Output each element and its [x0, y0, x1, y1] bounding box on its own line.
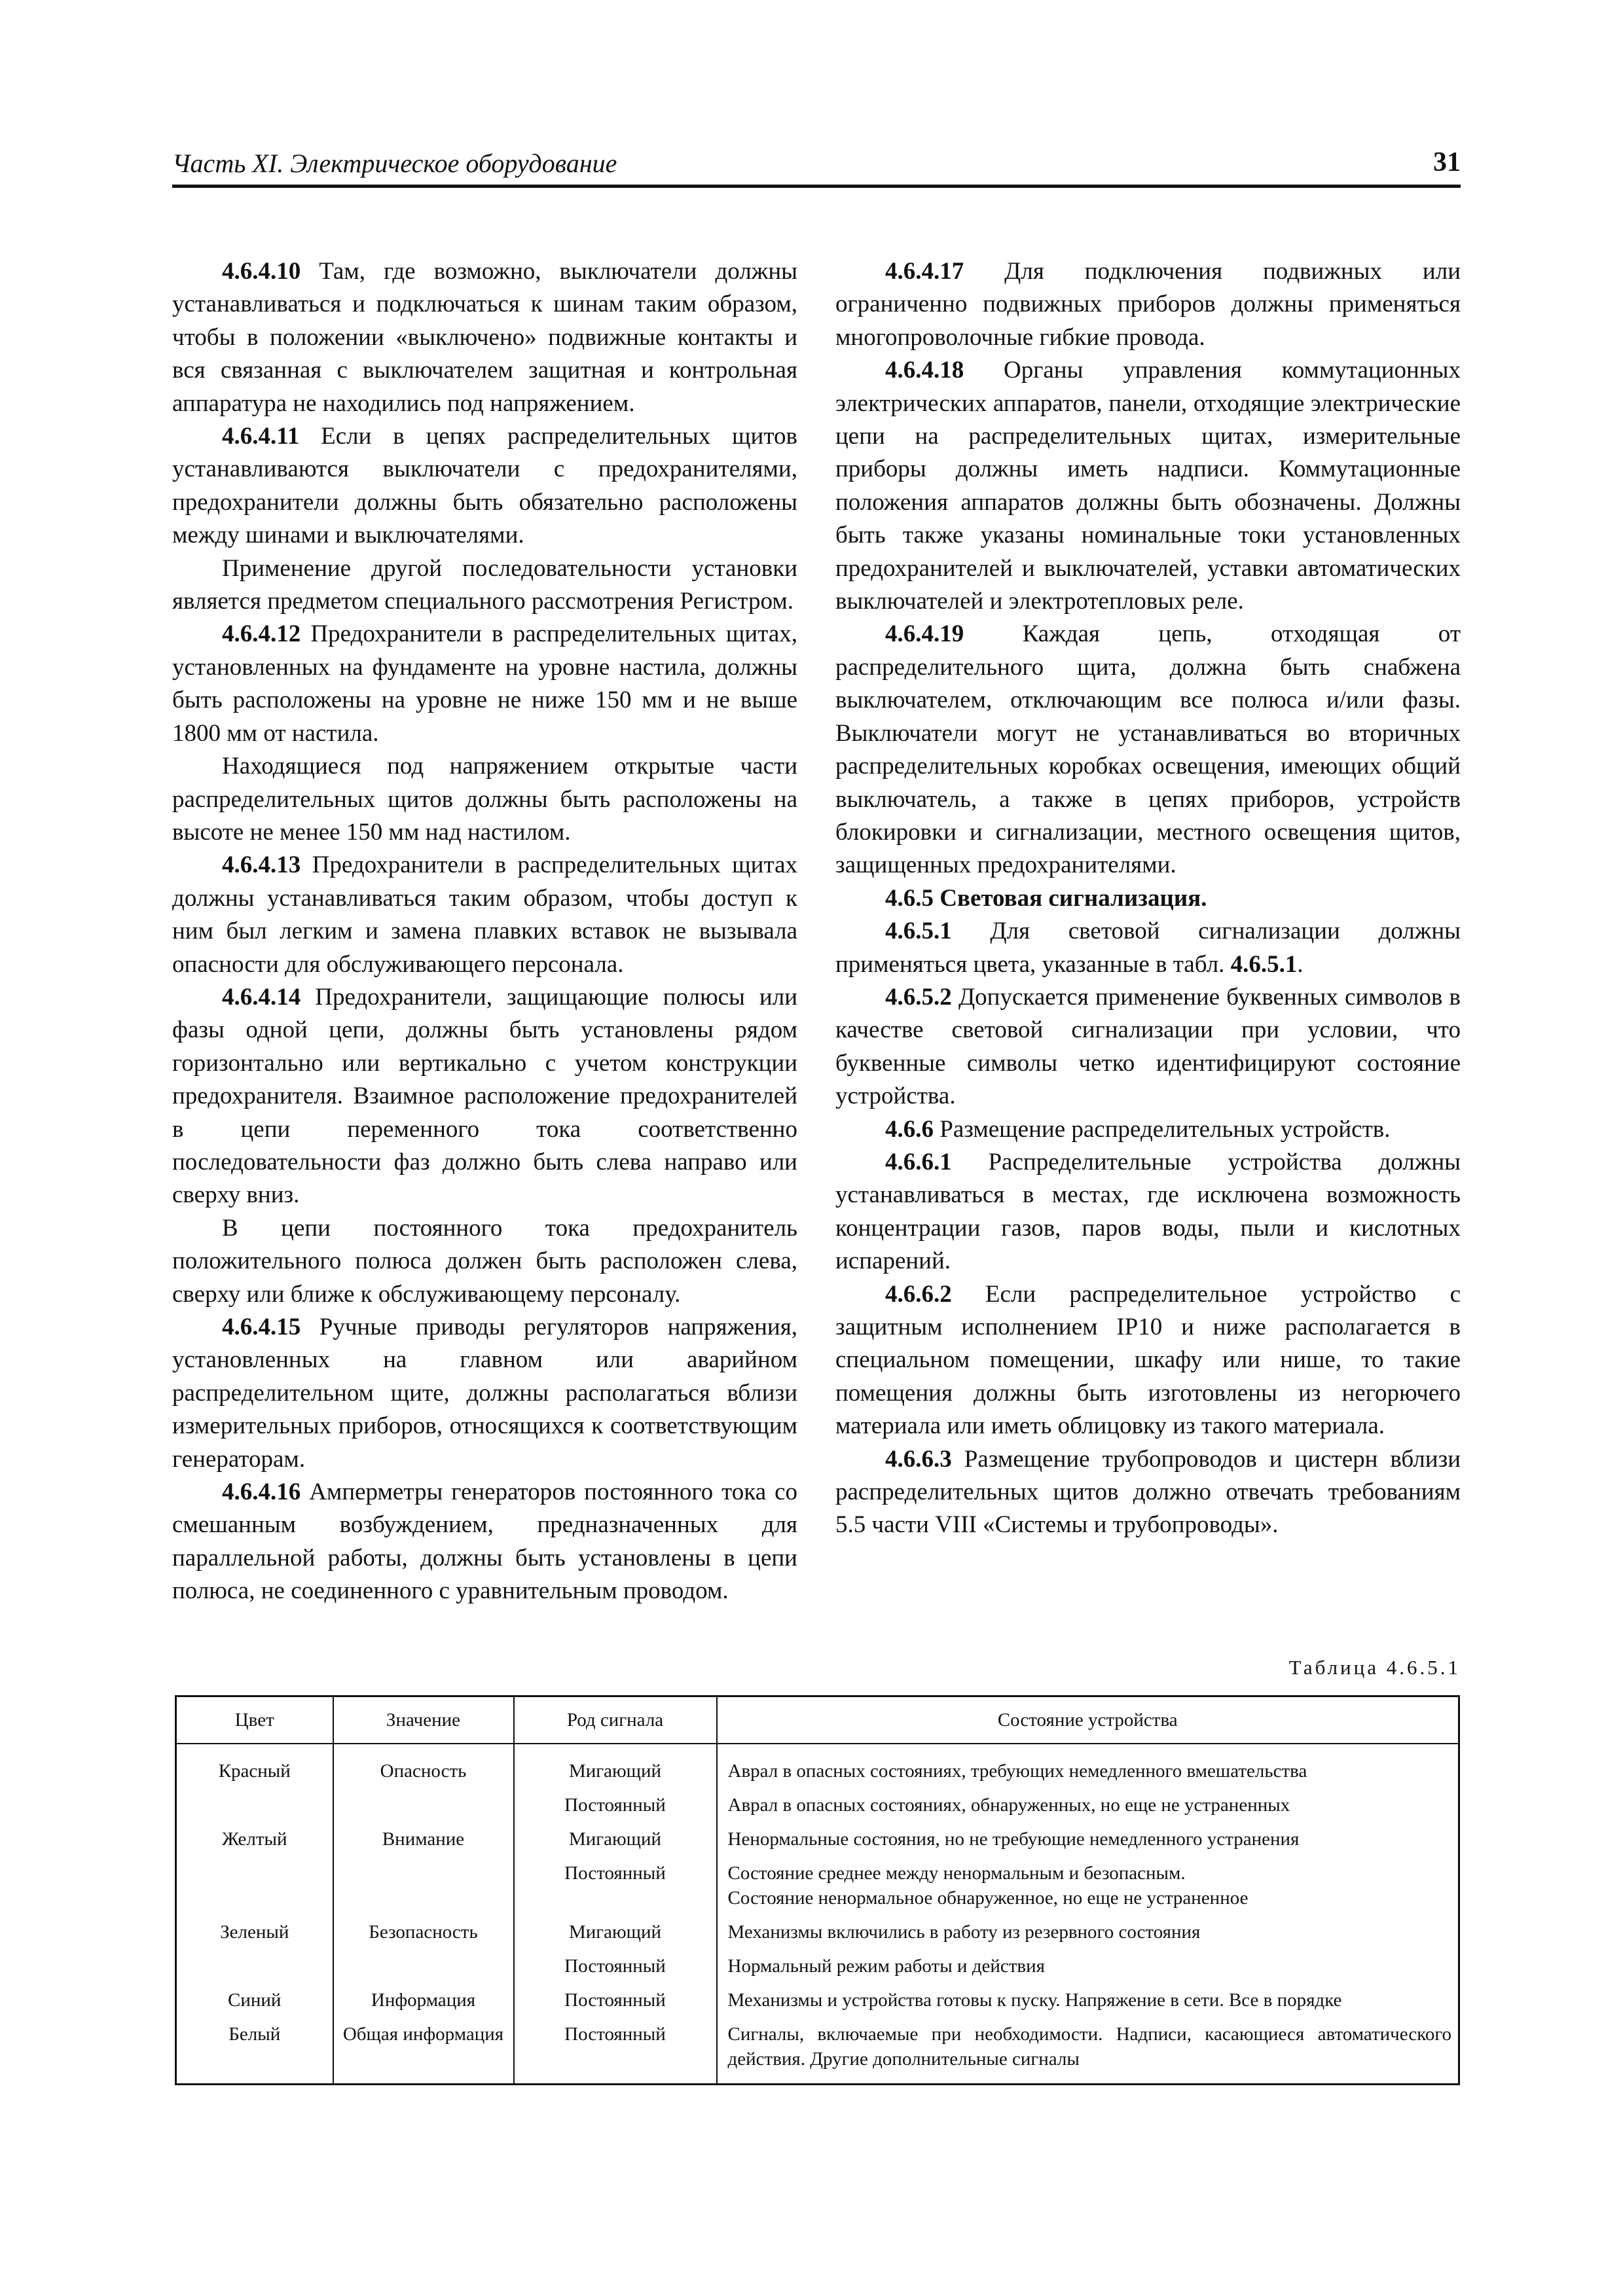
page-number: 31 — [1433, 147, 1461, 177]
table-row: Постоянный Состояние среднее между ненормальным и безопасным. Состояние ненормальное обнаруженное, но еще не устраненное — [176, 1857, 1459, 1916]
paragraph: 4.6.4.18 Органы управления коммутационных электрических аппаратов, панели, отходящие электрические цепи на распределительных щитах, измерительные приборы должны иметь надписи. Коммутационные положения аппаратов должны быть обозначены. Должны быть также указаны номинальные токи установленных предохранителей и выключателей, уставки автоматических выключателей и электротепловых реле. — [835, 357, 1461, 615]
paragraph: 4.6.6.1 Распределительные устройства должны устанавливаться в местах, где исключена возможность концентрации газов, паров воды, пыли и кислотных испарений. — [835, 1148, 1461, 1275]
page-header — [172, 145, 1461, 188]
table-header-row — [176, 1696, 1459, 1744]
paragraph: 4.6.4.10 Там, где возможно, выключатели должны устанавливаться и подключаться к шинам таким образом, чтобы в положении «выключено» подвижные контакты и вся связанная с выключателем защитная и контрольная аппаратура не находились под напряжением. — [172, 258, 797, 417]
state-line: Состояние среднее между ненормальным и безопасным. — [727, 1863, 1186, 1884]
paragraph: 4.6.5.1 Для световой сигнализации должны применяться цвета, указанные в табл. 4.6.5.1. — [835, 918, 1461, 978]
paragraph: 4.6.4.17 Для подключения подвижных или ограниченно подвижных приборов должны применяться многопроволочные гибкие провода. — [835, 258, 1461, 351]
paragraph: 4.6.4.11 Если в цепях распределительных щитов устанавливаются выключатели с предохранителями, предохранители должны быть обязательно расположены между шинами и выключателями. — [172, 423, 797, 549]
paragraph: 4.6.5.2 Допускается применение буквенных символов в качестве световой сигнализации при условии, что буквенные символы четко идентифицируют состояние устройства. — [835, 983, 1461, 1110]
header-color: Цвет — [176, 1696, 333, 1744]
right-column — [835, 255, 1461, 1542]
left-column — [172, 255, 797, 1608]
paragraph: 4.6.6.3 Размещение трубопроводов и цистерн вблизи распределительных щитов должно отвечать требованиям 5.5 части VIII «Системы и трубопроводы». — [835, 1445, 1461, 1539]
table-row: Зеленый Безопасность Мигающий Механизмы включились в работу из резервного состояния — [176, 1916, 1459, 1950]
header-signal-type: Род сигнала — [514, 1696, 717, 1744]
table-row: Постоянный Нормальный режим работы и действия — [176, 1950, 1459, 1984]
header-device-state: Состояние устройства — [717, 1696, 1459, 1744]
table-row: Желтый Внимание Мигающий Ненормальные состояния, но не требующие немедленного устранения — [176, 1823, 1459, 1857]
paragraph: 4.6.4.16 Амперметры генераторов постоянного тока со смешанным возбуждением, предназначенных для параллельной работы, должны быть установлены в цепи полюса, не соединенного с уравнительным проводом. — [172, 1479, 797, 1605]
paragraph: 4.6.4.14 Предохранители, защищающие полюсы или фазы одной цепи, должны быть установлены рядом горизонтально или вертикально с учетом конструкции предохранителя. Взаимное расположение предохранителей в цепи переменного тока соответственно последовательности фаз должно быть слева направо или сверху вниз. — [172, 983, 797, 1209]
paragraph: Применение другой последовательности установки является предметом специального рассмотрения Регистром. — [172, 554, 797, 615]
table-row: Постоянный Аврал в опасных состояниях, обнаруженных, но еще не устраненных — [176, 1789, 1459, 1823]
table-row: Синий Информация Постоянный Механизмы и устройства готовы к пуску. Напряжение в сети. Все в порядке — [176, 1984, 1459, 2018]
paragraph: 4.6.4.13 Предохранители в распределительных щитах должны устанавливаться таким образом, чтобы доступ к ним был легким и замена плавких вставок не вызывала опасности для обслуживающего персонала. — [172, 852, 797, 978]
paragraph: В цепи постоянного тока предохранитель положительного полюса должен быть расположен слева, сверху или ближе к обслуживающему персоналу. — [172, 1214, 797, 1308]
signal-colors-table — [175, 1695, 1460, 2085]
table-caption: Таблица 4.6.5.1 — [1288, 1656, 1461, 1679]
paragraph: 4.6.4.12 Предохранители в распределительных щитах, установленных на фундаменте на уровне настила, должны быть расположены на уровне не ниже 150 мм и не выше 1800 мм от настила. — [172, 620, 797, 747]
paragraph: 4.6.4.19 Каждая цепь, отходящая от распределительного щита, должна быть снабжена выключателем, отключающим все полюса и/или фазы. Выключатели могут не устанавливаться во вторичных распределительных коробках освещения, имеющих общий выключатель, а также в цепях приборов, устройств блокировки и сигнализации, местного освещения щитов, защищенных предохранителями. — [835, 620, 1461, 879]
paragraph: 4.6.6.2 Если распределительное устройство с защитным исполнением IP10 и ниже располагается в специальном помещении, шкафу или нише, то такие помещения должны быть изготовлены из негорючего материала или иметь облицовку из такого материала. — [835, 1280, 1461, 1440]
table-row: Белый Общая информация Постоянный Сигналы, включаемые при необходимости. Надписи, касающиеся автоматического действия. Другие дополнительные сигналы — [176, 2018, 1459, 2085]
paragraph: 4.6.4.15 Ручные приводы регуляторов напряжения, установленных на главном или аварийном распределительном щите, должны располагаться вблизи измерительных приборов, относящихся к соответствующим генераторам. — [172, 1314, 797, 1473]
paragraph: Находящиеся под напряжением открытые части распределительных щитов должны быть расположены на высоте не менее 150 мм над настилом. — [172, 753, 797, 846]
state-line: Состояние ненормальное обнаруженное, но еще не устраненное — [727, 1888, 1249, 1909]
section-heading: 4.6.6 Размещение распределительных устройств. — [885, 1115, 1391, 1143]
table-row: Красный Опасность Мигающий Аврал в опасных состояниях, требующих немедленного вмешательства — [176, 1744, 1459, 1789]
running-title: Часть XI. Электрическое оборудование — [172, 149, 617, 178]
header-meaning: Значение — [333, 1696, 514, 1744]
section-heading: 4.6.5 Световая сигнализация. — [885, 884, 1207, 912]
